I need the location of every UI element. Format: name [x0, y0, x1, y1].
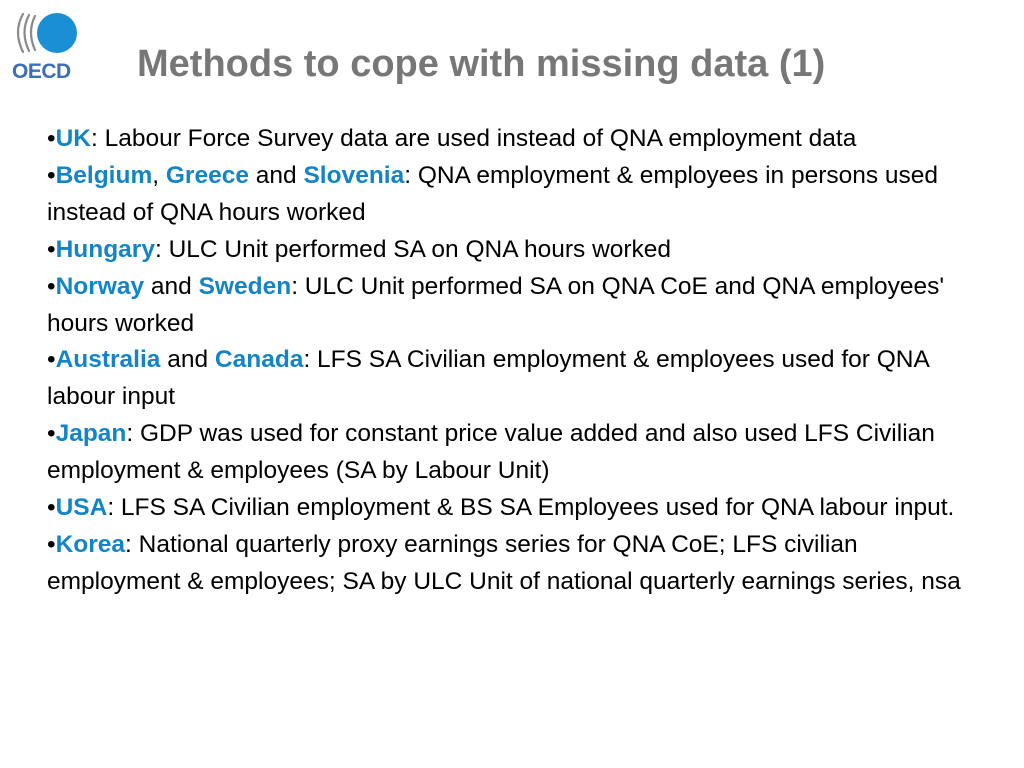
- country-name: Korea: [55, 530, 126, 558]
- list-item-korea: [47, 527, 997, 601]
- oecd-wordmark: OECD: [12, 60, 71, 83]
- country-name: Slovenia: [303, 161, 405, 189]
- oecd-logo: [10, 8, 82, 83]
- list-item-hungary: [47, 232, 997, 269]
- bullet-marker: •: [47, 530, 56, 558]
- bullet-marker: •: [47, 420, 56, 448]
- country-name: Japan: [55, 420, 127, 448]
- bullet-marker: •: [47, 125, 56, 152]
- item-text: : LFS SA Civilian employment & employees used for QNA labour input: [47, 346, 929, 411]
- bullet-marker: •: [47, 272, 56, 300]
- item-text: : LFS SA Civilian employment & BS SA Employees used for QNA labour input.: [107, 494, 955, 522]
- list-item-japan: [47, 416, 997, 490]
- separator-text: and: [144, 272, 199, 300]
- country-name: UK: [55, 125, 91, 152]
- item-text: : ULC Unit performed SA on QNA hours worked: [154, 235, 672, 263]
- list-item-belgium-greece-slovenia: [47, 158, 997, 232]
- list-item-uk: [47, 121, 997, 158]
- country-name: Hungary: [55, 235, 155, 263]
- bullet-marker: •: [47, 346, 56, 374]
- item-text: : ULC Unit performed SA on QNA CoE and QNA employees' hours worked: [47, 272, 945, 337]
- item-text: : National quarterly proxy earnings series for QNA CoE; LFS civilian employment & employees; SA by ULC Unit of national quarterly earnings series, nsa: [47, 530, 961, 595]
- list-item-norway-sweden: [47, 269, 997, 343]
- country-name: Greece: [165, 161, 249, 189]
- bullet-marker: •: [47, 161, 56, 189]
- country-name: Sweden: [198, 272, 292, 300]
- separator-text: ,: [152, 161, 166, 189]
- item-text: : Labour Force Survey data are used instead of QNA employment data: [90, 125, 857, 152]
- bullet-marker: •: [47, 494, 56, 522]
- bullet-marker: •: [47, 235, 56, 263]
- item-text: : GDP was used for constant price value added and also used LFS Civilian employment & employees (SA by Labour Unit): [47, 420, 935, 485]
- slide-title: Methods to cope with missing data (1): [137, 43, 826, 85]
- list-item-australia-canada: [47, 342, 997, 416]
- country-name: Canada: [214, 346, 304, 374]
- bullet-list: [47, 121, 997, 601]
- oecd-logo-mark-icon: [10, 8, 82, 64]
- country-name: USA: [55, 494, 108, 522]
- separator-text: and: [160, 346, 215, 374]
- list-item-usa: [47, 490, 997, 527]
- country-name: Belgium: [55, 161, 153, 189]
- country-name: Norway: [55, 272, 145, 300]
- separator-text: and: [248, 161, 304, 189]
- item-text: : QNA employment & employees in persons used instead of QNA hours worked: [47, 161, 939, 226]
- country-name: Australia: [55, 346, 161, 374]
